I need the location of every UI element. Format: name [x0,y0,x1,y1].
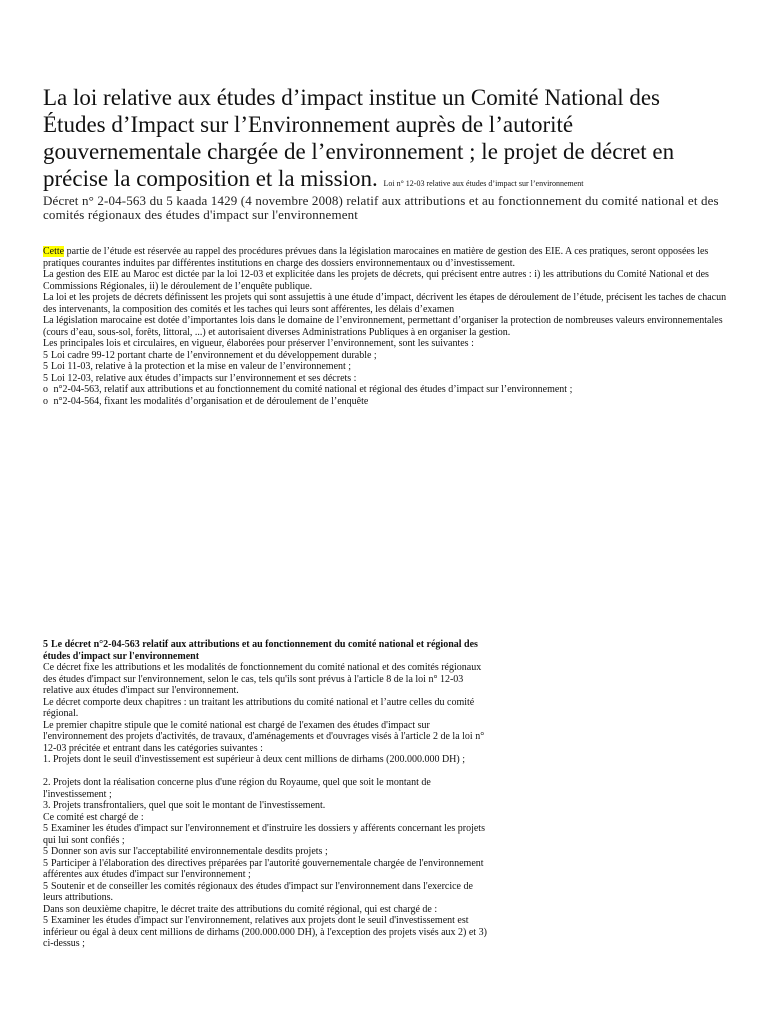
decree-sub-item: o n°2-04-563, relatif aux attributions et au fonctionnement du comité national et régional des études d’impact sur l’environnement ; [43,384,573,395]
decree-section [43,639,493,950]
committee-task: 5 Participer à l'élaboration des directives préparées par l'autorité gouvernementale chargée de l'environnement afférentes aux études d'impact sur l'environnement ; [43,857,484,880]
committee-task: 5 Examiner les études d'impact sur l'environnement, relatives aux projets dont le seuil d'investissement est inférieur ou égal à deux cent millions de dirhams (200.000.000 DH), à l'exception des projets visés aux 2) et 3) ci-dessus ; [43,915,487,949]
intro-paragraph-3: La loi et les projets de décrets définissent les projets qui sont assujettis à une étude d’impact, décrivent les étapes de déroulement de l’étude, précisent les taches de chacun des intervenants, la composition des comités et les taches qui leurs sont afférentes, les délais d’examen [43,292,727,315]
decree-section-heading: 5 Le décret n°2-04-563 relatif aux attributions et au fonctionnement du comité national et régional des études d'impact sur l'environnement [43,639,478,662]
numbered-item: 1. Projets dont le seuil d'investissement est supérieur à deux cent millions de dirhams (200.000.000 DH) ; [43,754,466,765]
intro-paragraph-1: Cette partie de l’étude est réservée au rappel des procédures prévues dans la législation marocaines en matière de gestion des EIE. A ces pratiques, seront opposées les pratiques courantes induites par différentes institutions en charge des dossiers environnementaux ou d’investissement. [43,246,709,269]
intro-paragraph-2: La gestion des EIE au Maroc est dictée par la loi 12-03 et explicitée dans les projets de décrets, qui précisent entre autres : i) les attributions du Comité National et des Commissions Régionales, ii) le déroulement de l’enquête publique. [43,269,709,292]
committee-task: 5 Examiner les études d'impact sur l'environnement et d'instruire les dossiers y afférents concernant les projets qui lui sont confiés ; [43,823,485,846]
committee-task: 5 Donner son avis sur l'acceptabilité environnementale desdits projets ; [43,846,328,857]
decree-paragraph: Ce comité est chargé de : [43,811,144,823]
committee-task: 5 Soutenir et de conseiller les comités régionaux des études d'impact sur l'environnement dans l'exercice de leurs attributions. [43,880,473,903]
decree-paragraph: Dans son deuxième chapitre, le décret traite des attributions du comité régional, qui est chargé de : [43,903,438,915]
title-main: La loi relative aux études d’impact institue un Comité National des Études d’Impact sur l’Environnement auprès de l’autorité gouvernementale chargée de l’environnement ; le projet de décret en précise la composition et la mission. [43,85,675,191]
decree-paragraph: Le décret comporte deux chapitres : un traitant les attributions du comité national et l’autre celles du comité régional. [43,696,475,719]
numbered-item: 3. Projets transfrontaliers, quel que soit le montant de l'investissement. [43,800,326,811]
intro-paragraph-4: La législation marocaine est dotée d’importantes lois dans le domaine de l’environnement, permettant d’organiser la protection de nombreuses valeurs environnementales (cours d’eau, sous-sol, forêts, littoral, ...) et autorisaient diverses Administrations Publiques à en organiser la gestion. [43,315,723,338]
law-list-item: 5 Loi cadre 99-12 portant charte de l’environnement et du développement durable ; [43,349,377,361]
law-list-item: 5 Loi 11-03, relative à la protection et la mise en valeur de l’environnement ; [43,361,352,372]
decree-sub-item: o n°2-04-564, fixant les modalités d’organisation et de déroulement de l’enquête [43,395,369,407]
intro-paragraph-5: Les principales lois et circulaires, en vigueur, élaborées pour préserver l’environnement, sont les suivantes : [43,338,474,349]
numbered-item: 2. Projets dont la réalisation concerne plus d'une région du Royaume, quel que soit le montant de l'investissement ; [43,777,431,800]
intro-section [43,246,733,407]
decree-heading: Décret n° 2-04-563 du 5 kaada 1429 (4 novembre 2008) relatif aux attributions et au fonctionnement du comité national et des comités régionaux des études d'impact sur l'environnement [43,193,719,222]
title-law-reference: Loi n° 12-03 relative aux études d’impact sur l’environnement [383,179,584,188]
decree-paragraph: Le premier chapitre stipule que le comité national est chargé de l'examen des études d'impact sur l'environnement des projets d'activités, de travaux, d'aménagements et d'ouvrages visés à l'article 2 de la loi n° 12-03 précitée et entrant dans les catégories suivantes : [43,719,485,754]
spacer [43,766,493,778]
law-list-item: 5 Loi 12-03, relative aux études d’impacts sur l’environnement et ses décrets : [43,372,357,384]
highlighted-word: Cette [43,246,65,257]
decree-paragraph: Ce décret fixe les attributions et les modalités de fonctionnement du comité national et des comités régionaux des études d'impact sur l'environnement, selon le cas, tels qu'ils sont prévus à l'article 8 de la loi n° 12-03 relative aux études d'impact sur l'environnement. [43,662,482,696]
document-title [43,84,723,192]
